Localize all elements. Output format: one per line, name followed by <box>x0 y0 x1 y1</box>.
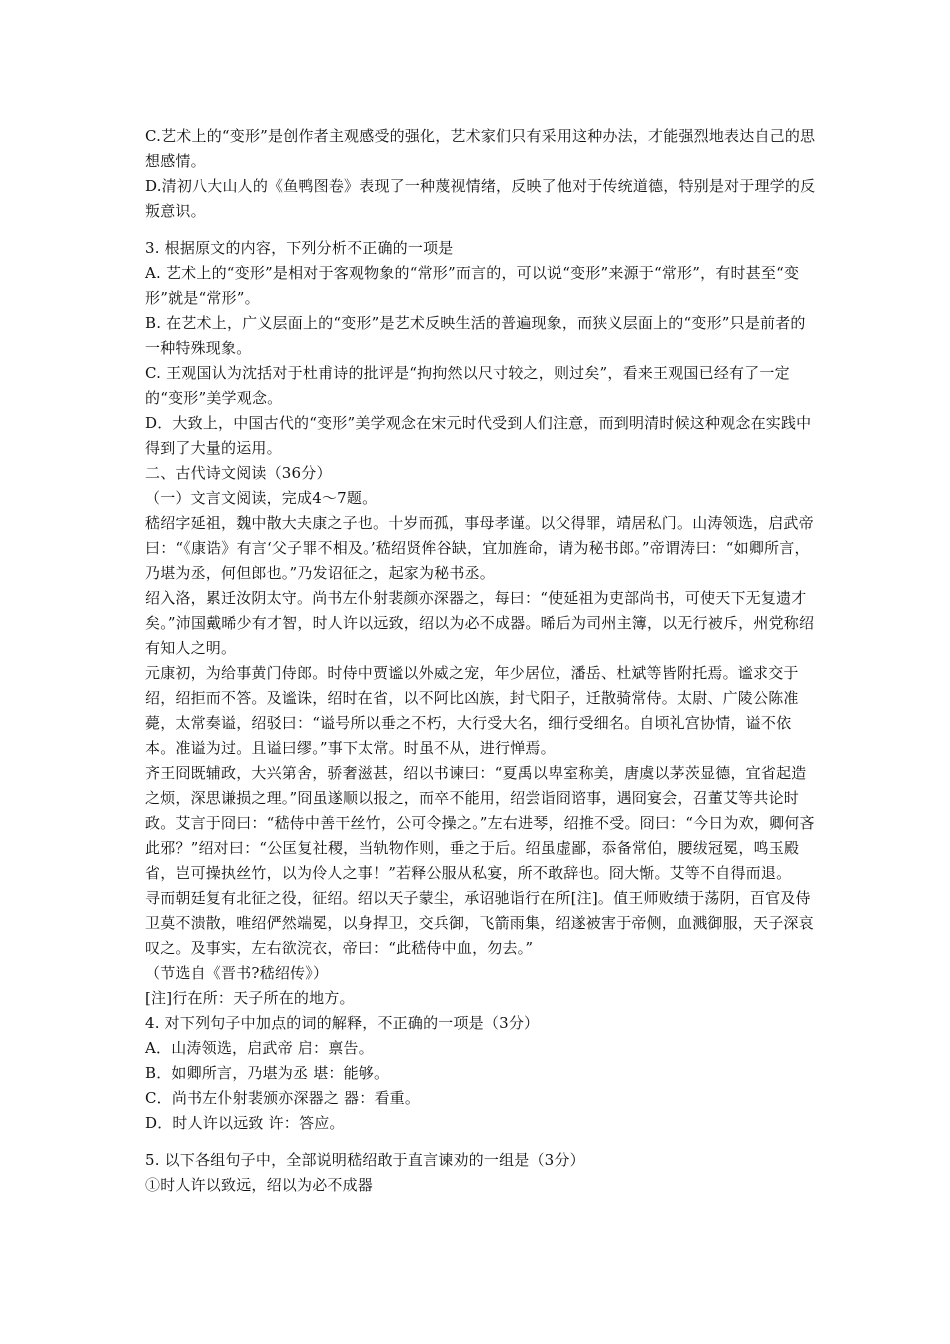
question-3-option-c: C. 王观国认为沈括对于杜甫诗的批评是“拘拘然以尺寸较之，则过矣”，看来王观国已经有了一定的“变形”美学观念。 <box>145 364 790 407</box>
question-4-option-b: B．如卿所言，乃堪为丞 堪：能够。 <box>145 1064 390 1082</box>
question-4-option-a: A．山涛领选，启武帝 启：禀告。 <box>145 1039 374 1057</box>
question-4-stem: 4. 对下列句子中加点的词的解释，不正确的一项是（3分） <box>145 1014 540 1032</box>
question-5-item-1: ①时人许以致远，绍以为必不成器 <box>145 1176 374 1194</box>
question-4-option-c: C．尚书左仆射裴颁亦深器之 器：看重。 <box>145 1089 421 1107</box>
passage-source: （节选自《晋书?嵇绍传》） <box>145 964 329 982</box>
passage-note: [注]行在所：天子所在的地方。 <box>145 989 355 1007</box>
question-4-option-d: D．时人许以远致 许：答应。 <box>145 1114 345 1132</box>
question-3-stem: 3. 根据原文的内容，下列分析不正确的一项是 <box>145 239 454 257</box>
passage-paragraph-1: 嵇绍字延祖，魏中散大夫康之子也。十岁而孤，事母孝谨。以父得罪，靖居私门。山涛领选，启武帝曰：“《康诰》有言‘父子罪不相及。’嵇绍贤侔谷缺，宜加旌命，请为秘书郎。”帝谓涛曰：“如卿所言，乃堪为丞，何但郎也。”乃发诏征之，起家为秘书丞。 <box>145 514 814 582</box>
passage-paragraph-4: 齐王冏既辅政，大兴第舍，骄奢滋甚，绍以书谏曰：“夏禹以卑室称美，唐虞以茅茨显德，宜省起造之烦，深思谦损之理。”冏虽遂顺以报之，而卒不能用，绍尝诣冏谘事，遇冏宴会，召董艾等共论时政。艾言于冏曰：“嵇侍中善干丝竹，公可令操之。”左右进琴，绍推不受。冏曰：“今日为欢，卿何吝此邪？”绍对曰：“公匡复社稷，当轨物作则，垂之于后。绍虽虚鄙，忝备常伯，腰绂冠冕，鸣玉殿省，岂可操执丝竹，以为伶人之事！”若释公服从私宴，所不敢辞也。冏大惭。艾等不自得而退。 <box>145 764 815 882</box>
question-3-option-d: D．大致上，中国古代的“变形”美学观念在宋元时代受到人们注意，而到明清时候这种观念在实践中得到了大量的运用。 <box>145 414 812 457</box>
question-3-option-b: B. 在艺术上，广义层面上的“变形”是艺术反映生活的普遍现象，而狭义层面上的“变形”只是前者的一种特殊现象。 <box>145 314 806 357</box>
section-2-title: 二、古代诗文阅读（36分） <box>145 464 332 482</box>
passage-paragraph-3: 元康初，为给事黄门侍郎。时侍中贾谧以外威之宠，年少居位，潘岳、杜斌等皆附托焉。谧求交于绍，绍拒而不答。及谧诛，绍时在省，以不阿比凶族，封弋阳子，迁散骑常侍。太尉、广陵公陈准薨，太常奏谥，绍驳曰：“谥号所以垂之不朽，大行受大名，细行受细名。自顷礼宫协情，谥不依本。准谥为过。且谥曰缪。”事下太常。时虽不从，进行惮焉。 <box>145 664 799 757</box>
section-2-subtitle: （一）文言文阅读，完成4～7题。 <box>145 489 378 507</box>
passage-paragraph-5: 寻而朝廷复有北征之役，征绍。绍以天子蒙尘，承诏驰诣行在所[注]。值王师败绩于荡阴，百官及侍卫莫不溃散，唯绍俨然端冕，以身捍卫，交兵御，飞箭雨集，绍遂被害于帝侧，血溅御服，天子深哀叹之。及事实，左右欲浣衣，帝曰：“此嵇侍中血，勿去。” <box>145 889 814 957</box>
document-content <box>145 124 820 1198</box>
question-3-option-a: A. 艺术上的“变形”是相对于客观物象的“常形”而言的，可以说“变形”来源于“常形”，有时甚至“变形”就是“常形”。 <box>145 264 800 307</box>
option-c-previous: C.艺术上的“变形”是创作者主观感受的强化，艺术家们只有采用这种办法，才能强烈地表达自己的思想感情。 <box>145 127 816 170</box>
passage-paragraph-2: 绍入洛，累迁汝阴太守。尚书左仆射裴颜亦深器之，每曰：“使延祖为吏部尚书，可使天下无复遗才矣。”沛国戴晞少有才智，时人许以远致，绍以为必不成器。晞后为司州主簿，以无行被斥，州党称绍有知人之明。 <box>145 589 815 657</box>
option-d-previous: D.清初八大山人的《鱼鸭图卷》表现了一种蔑视情绪，反映了他对于传统道德，特别是对于理学的反叛意识。 <box>145 177 816 220</box>
question-5-stem: 5. 以下各组句子中，全部说明嵇绍敢于直言谏劝的一组是（3分） <box>145 1151 585 1169</box>
